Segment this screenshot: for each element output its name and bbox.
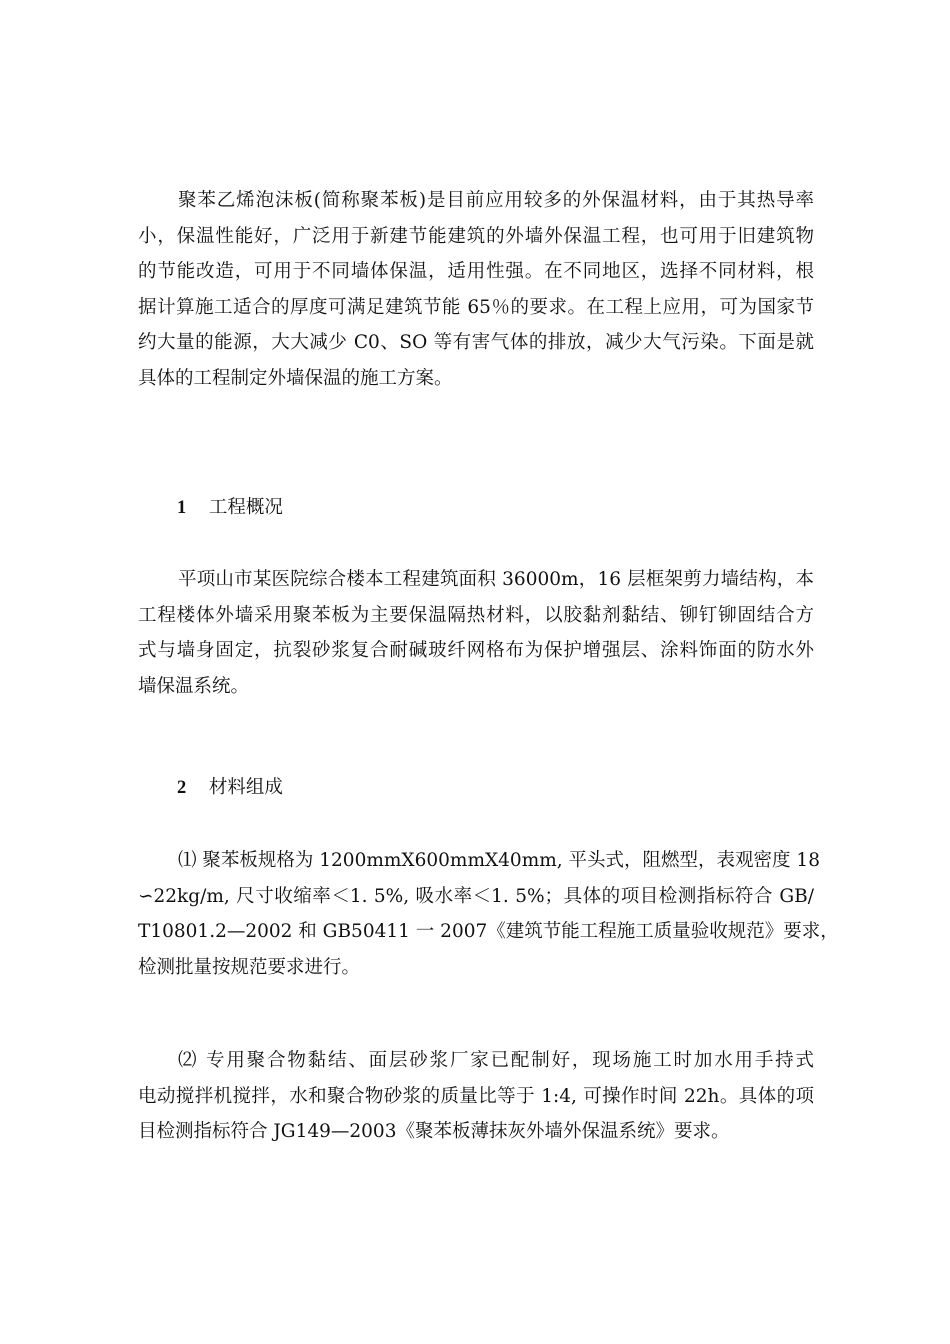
section-2-number: 2: [177, 778, 187, 798]
material-item-2-line-3: 目检测指标符合 JG149—2003《聚苯板薄抹灰外墙外保温系统》要求。: [138, 1121, 730, 1142]
intro-line-1: 聚苯乙烯泡沫板(简称聚苯板)是目前应用较多的外保温材料，由于其热导率: [178, 190, 814, 211]
intro-line-5: 约大量的能源，大大减少 C0、SO 等有害气体的排放，减少大气污染。下面是就: [138, 332, 814, 353]
intro-line-4: 据计算施工适合的厚度可满足建筑节能 65％的要求。在工程上应用，可为国家节: [138, 296, 814, 318]
material-item-1: [138, 843, 839, 985]
material-item-2-line-1: ⑵ 专用聚合物黏结、面层砂浆厂家已配制好，现场施工时加水用手持式: [178, 1050, 814, 1071]
section-1-number: 1: [177, 498, 187, 518]
section-1-paragraph: [138, 562, 814, 704]
intro-paragraph: [138, 183, 814, 396]
material-item-1-line-3: T10801.2—2002 和 GB50411 一 2007《建筑节能工程施工质量验收规范》要求，: [138, 921, 839, 942]
section-1-line-3: 式与墙身固定，抗裂砂浆复合耐碱玻纤网格布为保护增强层、涂料饰面的防水外: [138, 640, 814, 661]
intro-line-2: 小，保温性能好，广泛用于新建节能建筑的外墙外保温工程，也可用于旧建筑物: [138, 225, 814, 247]
section-2-heading: [177, 776, 283, 800]
section-1-line-4: 墙保温系统。: [138, 675, 250, 697]
material-item-1-line-2: ∽22kg/m, 尺寸收缩率＜1. 5%, 吸水率＜1. 5%；具体的项目检测指标符合 GB/: [138, 885, 814, 907]
section-2-title: 材料组成: [208, 777, 283, 798]
section-1-heading: [177, 496, 283, 520]
section-1-title: 工程概况: [208, 497, 283, 518]
material-item-1-line-4: 检测批量按规范要求进行。: [138, 956, 361, 978]
section-1-line-1: 平项山市某医院综合楼本工程建筑面积 36000m，16 层框架剪力墙结构，本: [178, 569, 814, 590]
material-item-1-line-1: ⑴ 聚苯板规格为 1200mmX600mmX40mm, 平头式，阻燃型，表观密度 18: [178, 850, 820, 871]
intro-line-3: 的节能改造，可用于不同墙体保温，适用性强。在不同地区，选择不同材料，根: [138, 261, 814, 282]
material-item-2: [138, 1043, 814, 1150]
section-1-line-2: 工程楼体外墙采用聚苯板为主要保温隔热材料，以胶黏剂黏结、铆钉铆固结合方: [138, 604, 814, 626]
intro-line-6: 具体的工程制定外墙保温的施工方案。: [138, 367, 453, 389]
material-item-2-line-2: 电动搅拌机搅拌，水和聚合物砂浆的质量比等于 1:4, 可操作时间 22h。具体的项: [138, 1085, 814, 1107]
